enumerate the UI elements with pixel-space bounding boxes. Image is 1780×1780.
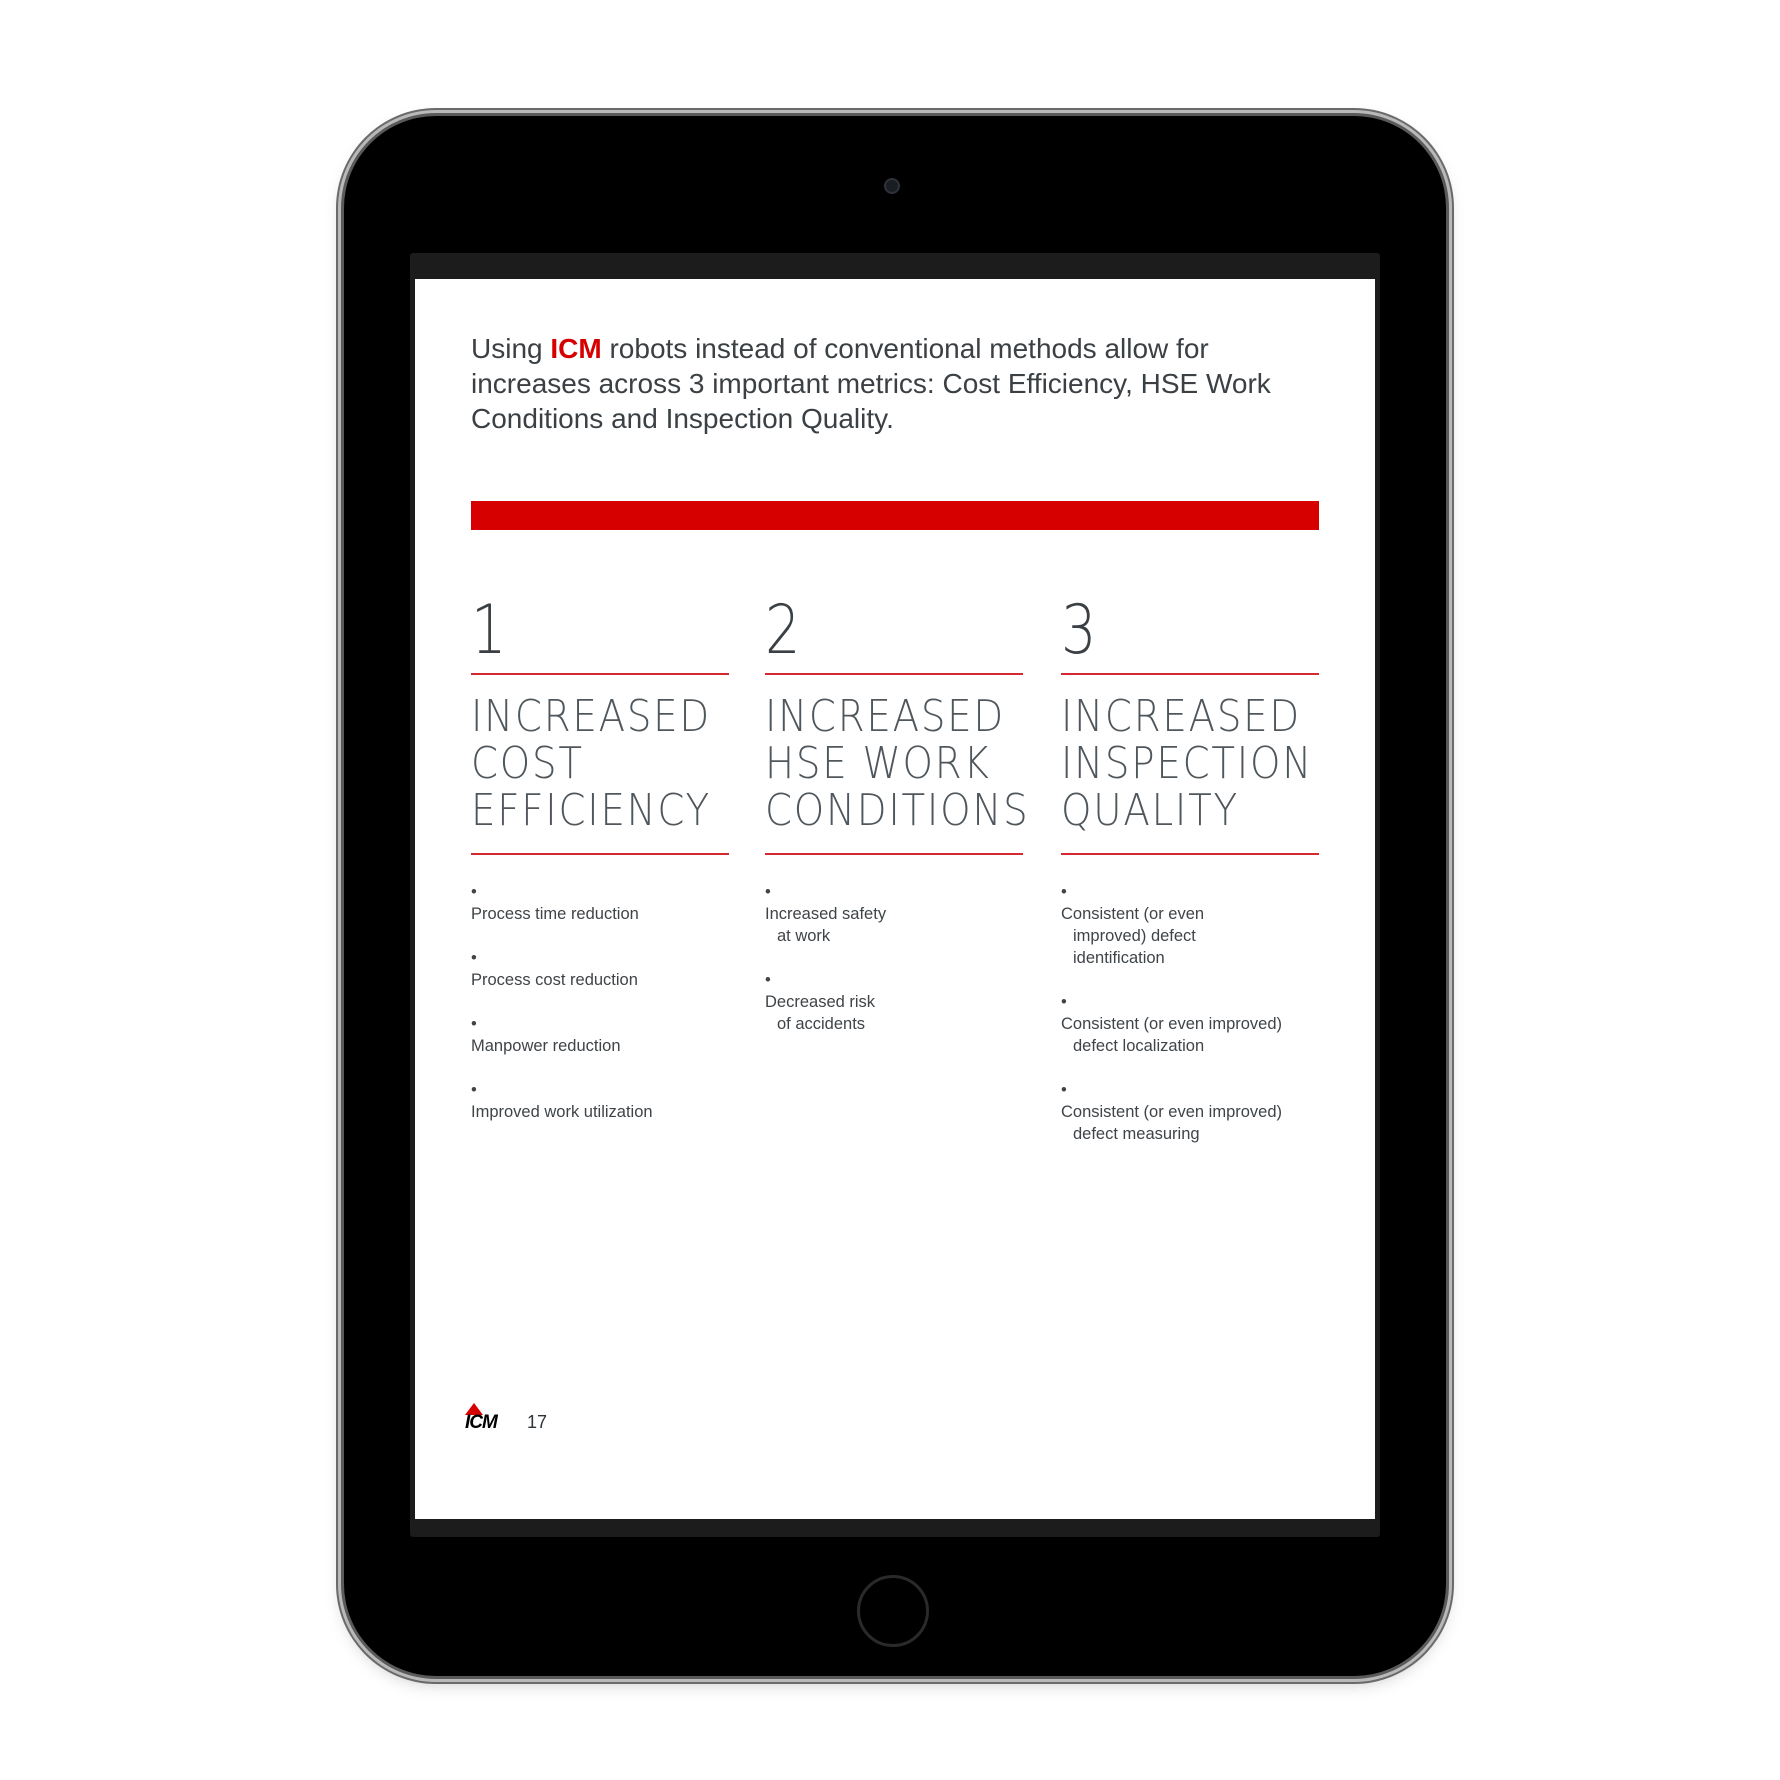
metric-column-hse [765, 591, 1030, 1057]
list-item [471, 881, 729, 925]
heading-line: EFFICIENCY [471, 785, 711, 836]
heading-line: CONDITIONS [765, 785, 1030, 836]
list-item-text: • Decreased risk of accidents [765, 993, 876, 1033]
list-item-text: • Consistent (or even improved) defect measuring [1061, 1103, 1283, 1143]
page-number: 17 [527, 1412, 548, 1432]
list-item [765, 881, 1023, 947]
document-page [415, 279, 1375, 1519]
heading-line: HSE WORK [765, 738, 991, 789]
heading-line: QUALITY [1061, 785, 1239, 836]
list-item [1061, 881, 1319, 969]
metric-column-inspection [1061, 591, 1319, 1167]
metric-heading [471, 675, 711, 853]
bullet-list [471, 881, 729, 1123]
heading-line: COST [471, 738, 584, 789]
list-item-text: • Consistent (or even improved) defect localization [1061, 1015, 1283, 1055]
heading-line: INCREASED [471, 691, 711, 742]
page-footer [465, 1403, 585, 1433]
metrics-columns [471, 591, 1319, 1143]
divider-rule [1061, 853, 1319, 855]
tablet-device [344, 116, 1446, 1676]
metric-heading [765, 675, 1030, 853]
metric-heading [1061, 675, 1313, 853]
home-button[interactable] [857, 1575, 929, 1647]
list-item-text: • Process cost reduction [471, 971, 638, 989]
heading-line: INSPECTION [1061, 738, 1313, 789]
list-item-text: • Improved work utilization [471, 1103, 653, 1121]
divider-rule [471, 853, 729, 855]
divider-rule [765, 853, 1023, 855]
intro-prefix: Using [471, 333, 551, 364]
bullet-list [765, 881, 1023, 1035]
list-item [471, 947, 729, 991]
list-item [471, 1013, 729, 1057]
heading-line: INCREASED [765, 691, 1005, 742]
metric-column-cost [471, 591, 729, 1145]
intro-suffix: robots instead of conventional methods allow for increases across 3 important metrics: Cost Efficiency, HSE Work Conditions and Inspection Quality. [471, 333, 1271, 434]
list-item-text: • Increased safety at work [765, 905, 887, 945]
logo-wordmark: ICM [465, 1412, 497, 1433]
list-item-text: • Process time reduction [471, 905, 639, 923]
list-item [765, 969, 1023, 1035]
list-item [1061, 1079, 1319, 1145]
icm-logo [465, 1403, 523, 1431]
metric-number: 2 [765, 591, 801, 670]
list-item [471, 1079, 729, 1123]
list-item-text: • Manpower reduction [471, 1037, 621, 1055]
metric-number: 1 [471, 591, 507, 670]
screen-bezel [410, 253, 1380, 1537]
metric-number: 3 [1061, 591, 1097, 670]
heading-line: INCREASED [1061, 691, 1301, 742]
list-item-text: • Consistent (or even improved) defect identification [1061, 905, 1205, 967]
red-divider-bar [471, 501, 1319, 530]
bullet-list [1061, 881, 1319, 1145]
list-item [1061, 991, 1319, 1057]
camera-icon [884, 178, 900, 194]
intro-paragraph [471, 331, 1311, 436]
intro-brand: ICM [550, 333, 602, 364]
